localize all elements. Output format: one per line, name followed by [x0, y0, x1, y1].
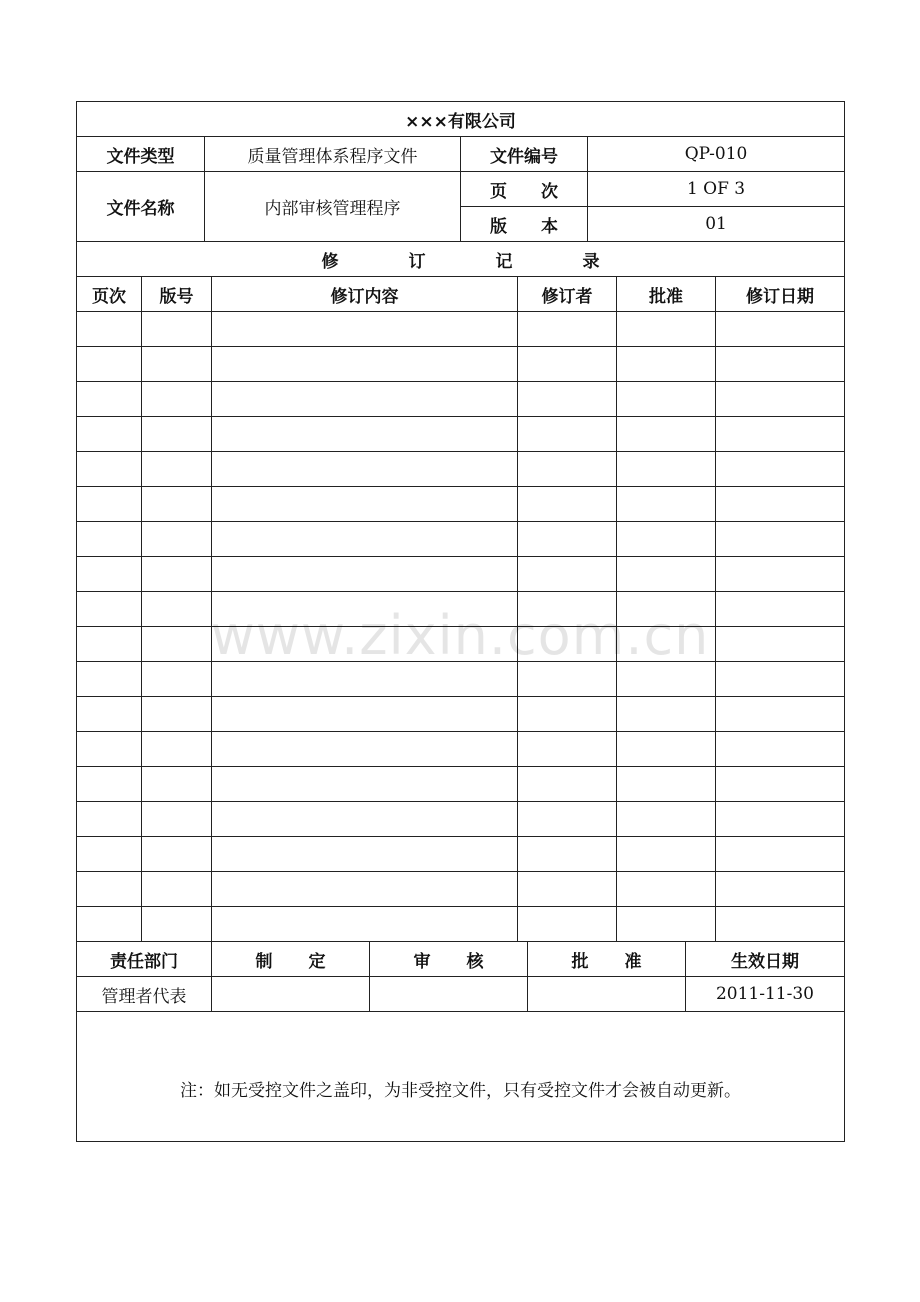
prepare-label [212, 942, 370, 977]
revision-page-cell [77, 627, 142, 662]
revision-reviser-cell [518, 697, 617, 732]
revision-page-cell [77, 767, 142, 802]
doc-type-label: 文件类型 [77, 137, 205, 172]
revision-version-cell [142, 662, 212, 697]
col-header-reviser: 修订者 [518, 277, 617, 312]
revision-row [77, 837, 845, 872]
revision-reviser-cell [518, 417, 617, 452]
revision-title-char: 记 [495, 251, 513, 272]
revision-date-cell [716, 872, 845, 907]
revision-approval-cell [617, 767, 716, 802]
revision-content-cell [212, 522, 518, 557]
revision-content-cell [212, 732, 518, 767]
revision-row [77, 312, 845, 347]
revision-rows [77, 312, 845, 942]
revision-reviser-cell [518, 802, 617, 837]
revision-approval-cell [617, 697, 716, 732]
revision-page-cell [77, 417, 142, 452]
revision-date-cell [716, 802, 845, 837]
revision-content-cell [212, 907, 518, 942]
revision-page-cell [77, 382, 142, 417]
revision-row [77, 697, 845, 732]
revision-date-cell [716, 417, 845, 452]
revision-row [77, 872, 845, 907]
approve-label-1: 批 [571, 951, 589, 972]
revision-version-cell [142, 837, 212, 872]
revision-content-cell [212, 802, 518, 837]
revision-version-cell [142, 872, 212, 907]
version-label-1: 版 [490, 216, 507, 237]
revision-version-cell [142, 347, 212, 382]
revision-header-row [77, 277, 845, 312]
revision-page-cell [77, 837, 142, 872]
watermark: www.zixin.com.cn [210, 604, 710, 667]
page-label-1: 页 [490, 181, 507, 202]
revision-reviser-cell [518, 732, 617, 767]
revision-row [77, 767, 845, 802]
revision-page-cell [77, 662, 142, 697]
page-value: 1 OF 3 [588, 172, 845, 207]
effective-date-label: 生效日期 [686, 942, 845, 977]
revision-reviser-cell [518, 382, 617, 417]
revision-version-cell [142, 802, 212, 837]
control-note: 注：如无受控文件之盖印，为非受控文件，只有受控文件才会被自动更新。 [77, 1012, 845, 1142]
revision-date-cell [716, 487, 845, 522]
review-label [370, 942, 528, 977]
revision-approval-cell [617, 522, 716, 557]
revision-row [77, 522, 845, 557]
revision-title-char: 订 [408, 251, 426, 272]
company-name: ×××有限公司 [77, 102, 845, 137]
revision-reviser-cell [518, 522, 617, 557]
revision-content-cell [212, 557, 518, 592]
revision-row [77, 347, 845, 382]
revision-row [77, 417, 845, 452]
version-label [461, 207, 588, 242]
revision-page-cell [77, 522, 142, 557]
revision-row [77, 802, 845, 837]
dept-value: 管理者代表 [77, 977, 212, 1012]
col-header-approval: 批准 [617, 277, 716, 312]
revision-title-char: 录 [582, 251, 600, 272]
effective-date-value: 2011-11-30 [686, 977, 845, 1012]
revision-reviser-cell [518, 627, 617, 662]
revision-date-cell [716, 697, 845, 732]
document-form [76, 101, 844, 1142]
revision-row [77, 907, 845, 942]
revision-date-cell [716, 732, 845, 767]
revision-approval-cell [617, 837, 716, 872]
revision-page-cell [77, 347, 142, 382]
revision-version-cell [142, 732, 212, 767]
revision-row [77, 557, 845, 592]
col-header-version: 版号 [142, 277, 212, 312]
header-table [76, 101, 845, 242]
revision-date-cell [716, 347, 845, 382]
revision-version-cell [142, 697, 212, 732]
version-value: 01 [588, 207, 845, 242]
revision-approval-cell [617, 592, 716, 627]
revision-page-cell [77, 732, 142, 767]
revision-content-cell [212, 312, 518, 347]
revision-version-cell [142, 487, 212, 522]
revision-content-cell [212, 452, 518, 487]
revision-date-cell [716, 837, 845, 872]
revision-title [77, 242, 845, 277]
review-value [370, 977, 528, 1012]
revision-page-cell [77, 592, 142, 627]
revision-approval-cell [617, 907, 716, 942]
revision-row [77, 627, 845, 662]
revision-date-cell [716, 627, 845, 662]
revision-content-cell [212, 662, 518, 697]
doc-name-value: 内部审核管理程序 [205, 172, 461, 242]
revision-approval-cell [617, 487, 716, 522]
revision-approval-cell [617, 417, 716, 452]
revision-reviser-cell [518, 662, 617, 697]
prepare-label-2: 定 [308, 951, 326, 972]
signoff-table [76, 941, 845, 1142]
revision-page-cell [77, 312, 142, 347]
revision-reviser-cell [518, 592, 617, 627]
revision-page-cell [77, 487, 142, 522]
revision-version-cell [142, 907, 212, 942]
revision-reviser-cell [518, 837, 617, 872]
revision-row [77, 452, 845, 487]
col-header-content: 修订内容 [212, 277, 518, 312]
revision-page-cell [77, 907, 142, 942]
revision-approval-cell [617, 452, 716, 487]
approve-value [528, 977, 686, 1012]
revision-date-cell [716, 557, 845, 592]
revision-version-cell [142, 312, 212, 347]
revision-content-cell [212, 382, 518, 417]
revision-reviser-cell [518, 872, 617, 907]
revision-date-cell [716, 662, 845, 697]
revision-version-cell [142, 557, 212, 592]
revision-approval-cell [617, 312, 716, 347]
revision-approval-cell [617, 662, 716, 697]
revision-page-cell [77, 557, 142, 592]
revision-reviser-cell [518, 557, 617, 592]
revision-version-cell [142, 767, 212, 802]
revision-approval-cell [617, 732, 716, 767]
col-header-page: 页次 [77, 277, 142, 312]
revision-date-cell [716, 522, 845, 557]
revision-content-cell [212, 487, 518, 522]
revision-page-cell [77, 872, 142, 907]
revision-version-cell [142, 522, 212, 557]
version-label-2: 本 [541, 216, 558, 237]
review-label-1: 审 [413, 951, 431, 972]
revision-approval-cell [617, 627, 716, 662]
revision-content-cell [212, 592, 518, 627]
revision-content-cell [212, 417, 518, 452]
revision-page-cell [77, 697, 142, 732]
revision-date-cell [716, 592, 845, 627]
prepare-value [212, 977, 370, 1012]
page-label-2: 次 [541, 181, 558, 202]
revision-version-cell [142, 417, 212, 452]
revision-approval-cell [617, 557, 716, 592]
revision-approval-cell [617, 382, 716, 417]
revision-row [77, 592, 845, 627]
revision-content-cell [212, 627, 518, 662]
revision-row [77, 487, 845, 522]
revision-date-cell [716, 382, 845, 417]
revision-title-char: 修 [321, 251, 339, 272]
revision-page-cell [77, 802, 142, 837]
revision-version-cell [142, 592, 212, 627]
revision-content-cell [212, 767, 518, 802]
prepare-label-1: 制 [255, 951, 273, 972]
revision-reviser-cell [518, 312, 617, 347]
revision-content-cell [212, 347, 518, 382]
revision-approval-cell [617, 802, 716, 837]
revision-content-cell [212, 697, 518, 732]
approve-label-2: 准 [624, 951, 642, 972]
revision-reviser-cell [518, 767, 617, 802]
revision-content-cell [212, 872, 518, 907]
revision-reviser-cell [518, 347, 617, 382]
revision-table [76, 241, 845, 942]
doc-no-value: QP-010 [588, 137, 845, 172]
doc-no-label: 文件编号 [461, 137, 588, 172]
revision-version-cell [142, 452, 212, 487]
page-label [461, 172, 588, 207]
col-header-date: 修订日期 [716, 277, 845, 312]
dept-label: 责任部门 [77, 942, 212, 977]
doc-type-value: 质量管理体系程序文件 [205, 137, 461, 172]
revision-page-cell [77, 452, 142, 487]
review-label-2: 核 [466, 951, 484, 972]
revision-approval-cell [617, 347, 716, 382]
revision-date-cell [716, 907, 845, 942]
revision-date-cell [716, 452, 845, 487]
revision-date-cell [716, 767, 845, 802]
revision-row [77, 732, 845, 767]
revision-approval-cell [617, 872, 716, 907]
revision-reviser-cell [518, 487, 617, 522]
doc-name-label: 文件名称 [77, 172, 205, 242]
revision-date-cell [716, 312, 845, 347]
approve-label [528, 942, 686, 977]
revision-content-cell [212, 837, 518, 872]
revision-reviser-cell [518, 907, 617, 942]
revision-reviser-cell [518, 452, 617, 487]
revision-row [77, 382, 845, 417]
revision-row [77, 662, 845, 697]
revision-version-cell [142, 382, 212, 417]
revision-version-cell [142, 627, 212, 662]
